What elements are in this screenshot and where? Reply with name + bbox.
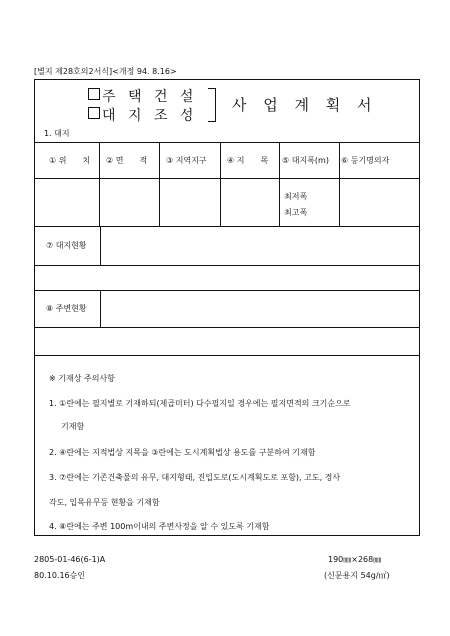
section-label-site: 1. 대지 xyxy=(44,129,70,138)
form-reference: [별지 제28호의2서식]<개정 94. 8.16> xyxy=(34,67,177,76)
note-item: 3. ⑦란에는 기존건축물의 유무, 대지형태, 진입도로(도시계획도로 포함), 고도, 경사 xyxy=(49,473,341,482)
column-rule xyxy=(159,142,160,226)
note-item: 2. ④란에는 지적법상 지목을 ③란에는 도시계획법상 용도를 구분하여 기재함 xyxy=(49,448,316,457)
note-item: 기재함 xyxy=(61,422,85,431)
site-development-checkbox[interactable] xyxy=(88,107,100,119)
page-title: 사 업 계 획 서 xyxy=(232,96,378,114)
row-rule xyxy=(34,355,419,356)
row-rule xyxy=(34,327,419,328)
title-option-site: 대 지 조 성 xyxy=(102,108,198,124)
housing-construction-checkbox[interactable] xyxy=(88,88,100,100)
column-header-zoning: ③ 지역지구 xyxy=(166,156,207,165)
column-header-area: ② 면 적 xyxy=(106,156,148,165)
column-rule xyxy=(100,226,101,265)
column-header-site-width: ⑤ 대지폭(m) xyxy=(282,156,329,165)
column-header-registered-owner: ⑥ 등기명의자 xyxy=(341,156,390,165)
paper-spec: (신문용지 54g/㎡) xyxy=(324,571,390,580)
column-rule xyxy=(99,142,100,226)
row-rule xyxy=(34,226,419,227)
surroundings-label: ⑧ 주변현황 xyxy=(46,304,87,313)
note-item: 각도, 입목유무등 현황을 기재함 xyxy=(49,498,160,507)
row-rule xyxy=(34,265,419,266)
paper-size: 190㎜×268㎜ xyxy=(328,555,382,564)
form-frame xyxy=(34,79,420,536)
title-option-housing: 주 택 건 설 xyxy=(102,89,198,105)
note-item: 1. ①란에는 필지별로 기재하되(제곱미터) 다수필지일 경우에는 필지면적의 크기순으로 xyxy=(49,399,351,408)
approval-date: 80.10.16승인 xyxy=(34,571,86,580)
title-bracket xyxy=(208,88,216,122)
column-header-land-category: ④ 지 목 xyxy=(227,156,269,165)
column-rule xyxy=(279,142,280,226)
column-rule xyxy=(339,142,340,226)
max-width-label: 최고폭 xyxy=(284,208,308,217)
row-rule xyxy=(34,290,419,291)
min-width-label: 최저폭 xyxy=(284,192,308,201)
site-status-label: ⑦ 대지현황 xyxy=(46,241,87,250)
column-header-location: ① 위 치 xyxy=(49,156,91,165)
header-bottom-rule xyxy=(34,178,419,179)
column-rule xyxy=(220,142,221,226)
form-code: 2805-01-46(6-1)A xyxy=(34,555,106,564)
notes-heading: ※ 기재상 주의사항 xyxy=(49,374,115,383)
note-item: 4. ⑧란에는 주변 100m이내의 주변사정을 알 수 있도록 기재함 xyxy=(49,522,270,531)
table-top-rule xyxy=(34,142,419,143)
column-rule xyxy=(100,290,101,327)
